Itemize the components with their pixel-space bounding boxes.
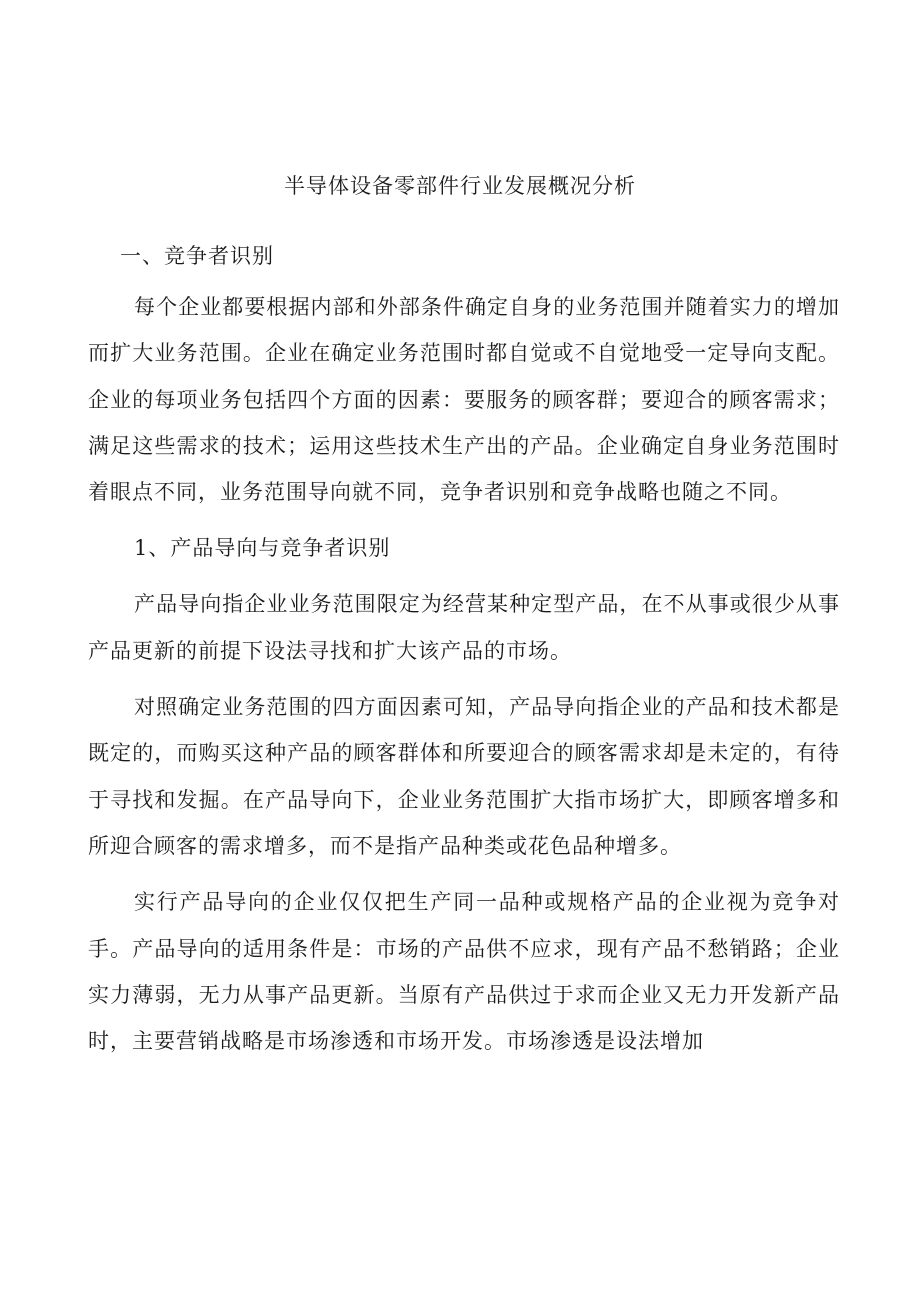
paragraph-3: 对照确定业务范围的四方面因素可知，产品导向指企业的产品和技术都是既定的，而购买这种产品的顾客群体和所要迎合的顾客需求却是未定的，有待于寻找和发掘。在产品导向下，企业业务范围扩大指市场扩大，即顾客增多和所迎合顾客的需求增多，而不是指产品种类或花色品种增多。 <box>88 695 840 858</box>
paragraph-4: 实行产品导向的企业仅仅把生产同一品种或规格产品的企业视为竞争对手。产品导向的适用条件是：市场的产品供不应求，现有产品不愁销路；企业实力薄弱，无力从事产品更新。当原有产品供过于求而企业又无力开发新产品时，主要营销战略是市场渗透和市场开发。市场渗透是设法增加 <box>88 890 840 1054</box>
document-body <box>88 240 840 1074</box>
subheading-1: 1、产品导向与竞争者识别 <box>134 536 391 561</box>
document-title: 半导体设备零部件行业发展概况分析 <box>284 174 636 198</box>
paragraph-1: 每个企业都要根据内部和外部条件确定自身的业务范围并随着实力的增加而扩大业务范围。企业在确定业务范围时都自觉或不自觉地受一定导向支配。企业的每项业务包括四个方面的因素：要服务的顾客群；要迎合的顾客需求；满足这些需求的技术；运用这些技术生产出的产品。企业确定自身业务范围时着眼点不同，业务范围导向就不同，竞争者识别和竞争战略也随之不同。 <box>88 295 840 505</box>
section-heading: 一、竞争者识别 <box>120 244 274 268</box>
paragraph-2: 产品导向指企业业务范围限定为经营某种定型产品，在不从事或很少从事产品更新的前提下设法寻找和扩大该产品的市场。 <box>88 592 840 663</box>
